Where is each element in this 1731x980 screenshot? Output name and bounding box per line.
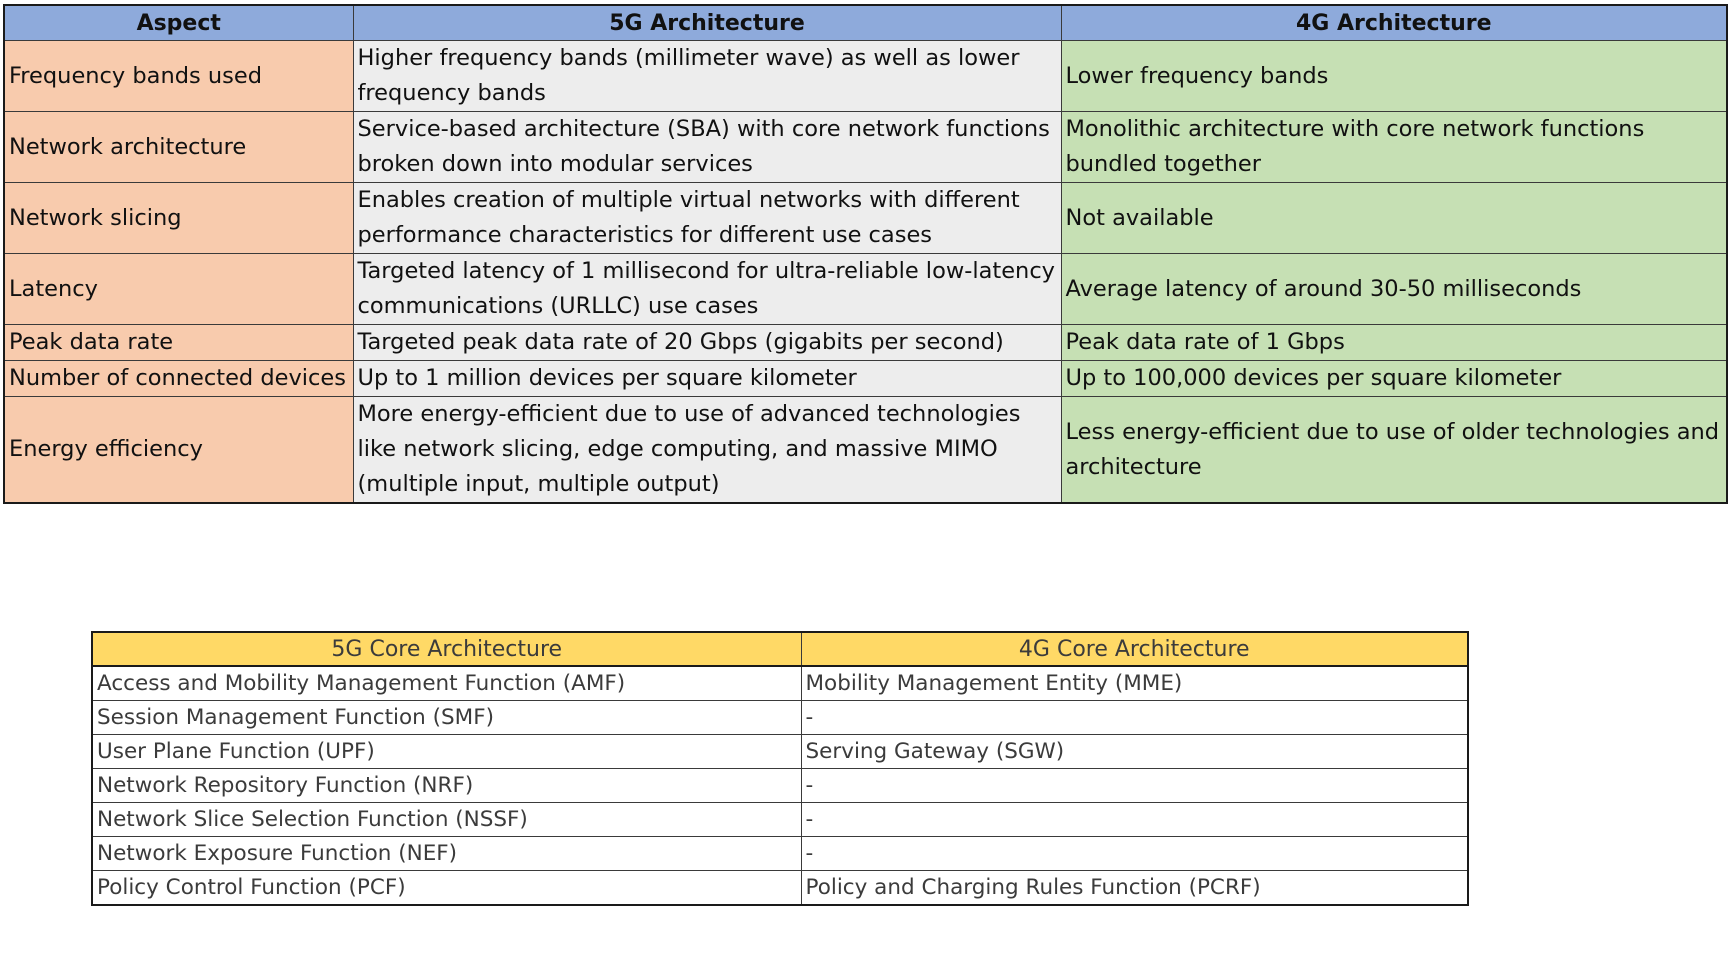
column-header-4g-architecture: 4G Architecture — [1061, 5, 1727, 41]
4g-core-function-cell: Policy and Charging Rules Function (PCRF) — [801, 871, 1468, 906]
5g-value-cell: Targeted latency of 1 millisecond for ultra-reliable low-latency communications (URLLC) use cases — [353, 254, 1061, 325]
4g-value-cell: Lower frequency bands — [1061, 41, 1727, 112]
table-row — [92, 735, 1468, 769]
5g-value-cell: Service-based architecture (SBA) with core network functions broken down into modular services — [353, 112, 1061, 183]
4g-core-function-cell: - — [801, 803, 1468, 837]
5g-value-cell: Enables creation of multiple virtual networks with different performance characteristics for different use cases — [353, 183, 1061, 254]
4g-value-cell: Less energy-efficient due to use of older technologies and architecture — [1061, 397, 1727, 504]
4g-value-cell: Up to 100,000 devices per square kilometer — [1061, 361, 1727, 397]
table-row — [92, 666, 1468, 701]
core-header-row — [92, 632, 1468, 666]
5g-core-function-cell: Network Slice Selection Function (NSSF) — [92, 803, 801, 837]
table-row — [4, 397, 1727, 504]
5g-value-cell: Higher frequency bands (millimeter wave) as well as lower frequency bands — [353, 41, 1061, 112]
table-row — [92, 803, 1468, 837]
4g-core-function-cell: - — [801, 701, 1468, 735]
5g-core-function-cell: Session Management Function (SMF) — [92, 701, 801, 735]
aspect-cell: Latency — [4, 254, 353, 325]
table-row — [4, 183, 1727, 254]
5g-value-cell: Targeted peak data rate of 20 Gbps (gigabits per second) — [353, 325, 1061, 361]
4g-core-function-cell: Serving Gateway (SGW) — [801, 735, 1468, 769]
aspect-cell: Number of connected devices — [4, 361, 353, 397]
table-row — [92, 871, 1468, 906]
architecture-comparison-table — [3, 4, 1728, 504]
5g-value-cell: More energy-efficient due to use of advanced technologies like network slicing, edge computing, and massive MIMO (multiple input, multiple output) — [353, 397, 1061, 504]
5g-core-function-cell: Access and Mobility Management Function (AMF) — [92, 666, 801, 701]
5g-core-function-cell: Network Exposure Function (NEF) — [92, 837, 801, 871]
comparison-header-row — [4, 5, 1727, 41]
aspect-cell: Network slicing — [4, 183, 353, 254]
table-row — [92, 701, 1468, 735]
5g-core-function-cell: Policy Control Function (PCF) — [92, 871, 801, 906]
table-row — [4, 254, 1727, 325]
aspect-cell: Network architecture — [4, 112, 353, 183]
column-header-5g-architecture: 5G Architecture — [353, 5, 1061, 41]
column-header-aspect: Aspect — [4, 5, 353, 41]
5g-core-function-cell: Network Repository Function (NRF) — [92, 769, 801, 803]
5g-value-cell: Up to 1 million devices per square kilometer — [353, 361, 1061, 397]
4g-core-function-cell: - — [801, 837, 1468, 871]
table-row — [92, 837, 1468, 871]
5g-core-function-cell: User Plane Function (UPF) — [92, 735, 801, 769]
core-architecture-table — [91, 631, 1469, 906]
4g-value-cell: Not available — [1061, 183, 1727, 254]
4g-value-cell: Average latency of around 30-50 milliseconds — [1061, 254, 1727, 325]
4g-value-cell: Monolithic architecture with core network functions bundled together — [1061, 112, 1727, 183]
4g-core-function-cell: Mobility Management Entity (MME) — [801, 666, 1468, 701]
aspect-cell: Peak data rate — [4, 325, 353, 361]
4g-core-function-cell: - — [801, 769, 1468, 803]
4g-value-cell: Peak data rate of 1 Gbps — [1061, 325, 1727, 361]
table-row — [92, 769, 1468, 803]
table-row — [4, 361, 1727, 397]
column-header-5g-core: 5G Core Architecture — [92, 632, 801, 666]
table-row — [4, 325, 1727, 361]
table-row — [4, 112, 1727, 183]
table-row — [4, 41, 1727, 112]
aspect-cell: Frequency bands used — [4, 41, 353, 112]
aspect-cell: Energy efficiency — [4, 397, 353, 504]
column-header-4g-core: 4G Core Architecture — [801, 632, 1468, 666]
